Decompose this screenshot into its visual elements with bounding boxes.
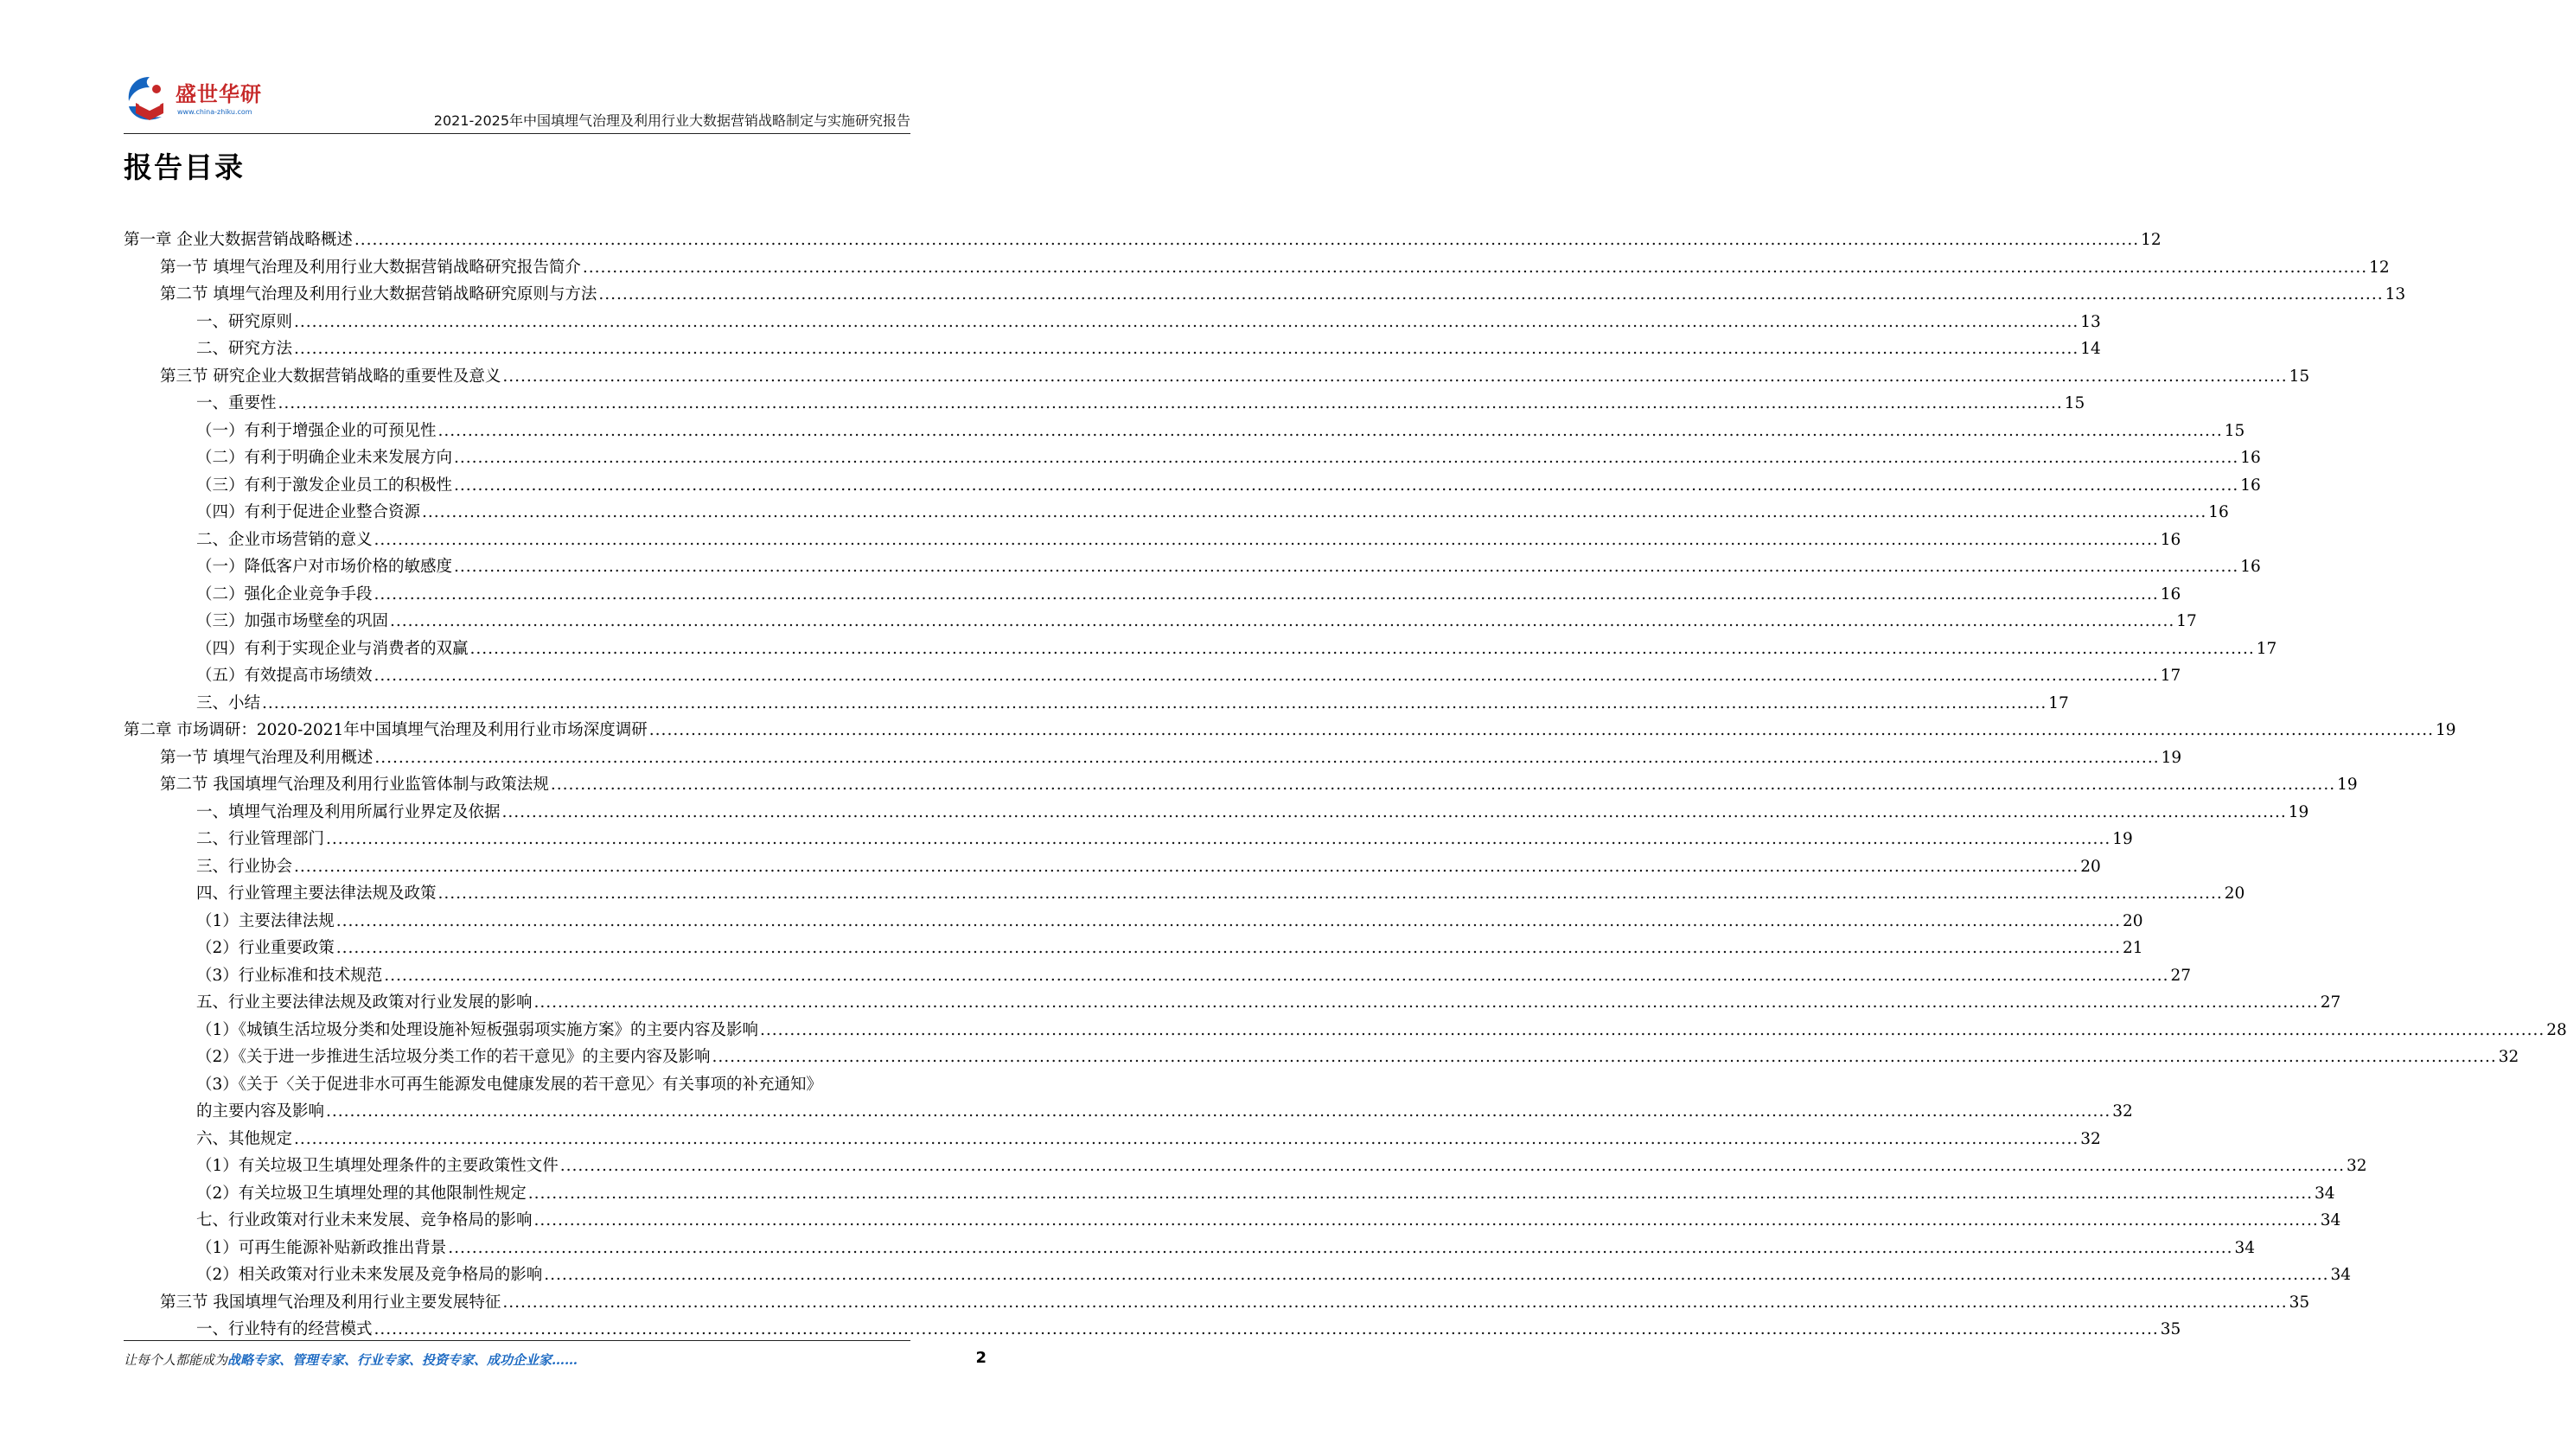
toc-entry-title: 一、研究原则: [196, 312, 293, 331]
toc-entry-title: （1）主要法律法规: [196, 911, 335, 930]
toc-entry[interactable]: [124, 281, 2406, 309]
toc-entry-title: （1）《城镇生活垃圾分类和处理设施补短板强弱项实施方案》的主要内容及影响: [196, 1020, 759, 1039]
toc-leader-dots: ............................................................................................................................................................................................................................................................................................................: [550, 776, 2336, 794]
toc-entry[interactable]: [124, 635, 2277, 663]
toc-leader-dots: ............................................................................................................................................................................................................................................................................................................: [326, 1102, 2111, 1121]
footer-slogan-roles: 战略专家、管理专家、行业专家、投资专家、成功企业家……: [227, 1352, 578, 1368]
toc-leader-dots: ............................................................................................................................................................................................................................................................................................................: [533, 1211, 2319, 1229]
toc-entry-page: 17: [2048, 693, 2069, 712]
toc-entry-page: 20: [2224, 884, 2245, 903]
logo-url: www.china-zhiku.com: [177, 108, 252, 116]
toc-entry[interactable]: [124, 1316, 2181, 1344]
toc-leader-dots: ............................................................................................................................................................................................................................................................................................................: [533, 993, 2319, 1012]
toc-leader-dots: ............................................................................................................................................................................................................................................................................................................: [354, 231, 2140, 249]
toc-entry-page: 15: [2289, 367, 2310, 386]
toc-entry-page: 19: [2112, 830, 2133, 848]
toc-entry-page: 32: [2112, 1102, 2133, 1121]
toc-entry-page: 17: [2176, 612, 2197, 630]
toc-entry-title: （三）有利于激发企业员工的积极性: [196, 476, 453, 495]
toc-entry[interactable]: [124, 799, 2309, 827]
footer-slogan-lead: 让每个人都能成为: [124, 1352, 228, 1368]
toc-leader-dots: ............................................................................................................................................................................................................................................................................................................: [374, 1320, 2159, 1338]
toc-leader-dots: ............................................................................................................................................................................................................................................................................................................: [422, 503, 2207, 521]
toc-leader-dots: ............................................................................................................................................................................................................................................................................................................: [294, 312, 2079, 331]
toc-entry-title: （1）有关垃圾卫生填埋处理条件的主要政策性文件: [196, 1157, 559, 1175]
toc-entry[interactable]: [124, 1044, 2519, 1071]
toc-entry-title: 三、行业协会: [196, 857, 293, 876]
toc-entry-page: 15: [2224, 421, 2245, 440]
toc-entry[interactable]: [124, 771, 2358, 799]
toc-entry-title: 一、填埋气治理及利用所属行业界定及依据: [196, 802, 501, 821]
toc-leader-dots: ............................................................................................................................................................................................................................................................................................................: [374, 748, 2160, 767]
toc-entry[interactable]: [124, 1098, 2133, 1126]
toc-leader-dots: ............................................................................................................................................................................................................................................................................................................: [335, 939, 2121, 957]
logo-emblem-icon: [124, 72, 176, 125]
toc-entry[interactable]: [124, 908, 2143, 936]
toc-entry[interactable]: [124, 1235, 2256, 1262]
toc-entry-title: （1）可再生能源补贴新政推出背景: [196, 1238, 447, 1257]
toc-entry[interactable]: [124, 1017, 2567, 1044]
toc-entry[interactable]: [124, 989, 2341, 1017]
toc-entry-title: 二、研究方法: [196, 340, 293, 358]
page-title: 报告目录: [124, 150, 245, 184]
toc-leader-dots: ............................................................................................................................................................................................................................................................................................................: [294, 857, 2079, 876]
toc-entry-page: 19: [2337, 776, 2358, 794]
toc-entry-title: （二）强化企业竞争手段: [196, 584, 373, 603]
toc-entry[interactable]: [124, 363, 2310, 391]
toc-entry-page: 34: [2314, 1184, 2335, 1203]
header-divider: [124, 133, 910, 134]
toc-entry[interactable]: [124, 1289, 2310, 1317]
toc-entry-title: （四）有利于实现企业与消费者的双赢: [196, 639, 469, 658]
toc-entry-page: 20: [2080, 857, 2101, 876]
toc-entry-title: （三）加强市场壁垒的巩固: [196, 612, 389, 630]
toc-entry[interactable]: [124, 717, 2456, 744]
toc-entry[interactable]: [124, 527, 2181, 554]
toc-entry-title: （3）行业标准和技术规范: [196, 966, 383, 985]
toc-entry-page: 32: [2498, 1048, 2519, 1066]
toc-entry-page: 13: [2080, 312, 2101, 331]
toc-leader-dots: ............................................................................................................................................................................................................................................................................................................: [278, 394, 2063, 412]
toc-entry-title: 第三节 我国填埋气治理及利用行业主要发展特征: [160, 1293, 501, 1312]
toc-entry[interactable]: [124, 390, 2085, 418]
toc-entry-title: 三、小结: [196, 693, 261, 712]
toc-entry-page: 15: [2064, 394, 2085, 412]
toc-entry[interactable]: [124, 418, 2245, 445]
toc-leader-dots: ............................................................................................................................................................................................................................................................................................................: [262, 693, 2047, 712]
toc-entry[interactable]: [124, 1126, 2101, 1153]
toc-leader-dots: ............................................................................................................................................................................................................................................................................................................: [437, 884, 2223, 903]
toc-entry-page: 34: [2234, 1238, 2256, 1257]
toc-entry-title: 第二节 填埋气治理及利用行业大数据营销战略研究原则与方法: [160, 285, 597, 303]
toc-entry-title: 一、行业特有的经营模式: [196, 1320, 373, 1338]
toc-entry-title: （2）《关于进一步推进生活垃圾分类工作的若干意见》的主要内容及影响: [196, 1048, 711, 1066]
toc-entry-title: 六、其他规定: [196, 1129, 293, 1148]
toc-leader-dots: ............................................................................................................................................................................................................................................................................................................: [760, 1020, 2545, 1039]
toc-entry-page: 16: [2208, 503, 2229, 521]
toc-entry-page: 19: [2161, 748, 2182, 767]
toc-entry[interactable]: [124, 880, 2245, 908]
toc-entry[interactable]: [124, 853, 2101, 881]
toc-entry-page: 14: [2080, 340, 2101, 358]
toc-entry-page: 34: [2330, 1266, 2352, 1284]
toc-entry[interactable]: [124, 472, 2261, 500]
toc-entry-title: 第二节 我国填埋气治理及利用行业监管体制与政策法规: [160, 776, 549, 794]
toc-leader-dots: ............................................................................................................................................................................................................................................................................................................: [374, 530, 2159, 549]
toc-entry[interactable]: [124, 254, 2390, 282]
toc-leader-dots: ............................................................................................................................................................................................................................................................................................................: [294, 1129, 2079, 1148]
toc-entry[interactable]: [124, 662, 2181, 690]
toc-entry-page: 27: [2320, 993, 2341, 1012]
toc-leader-dots: ............................................................................................................................................................................................................................................................................................................: [502, 367, 2288, 386]
toc-entry-title: （二）有利于明确企业未来发展方向: [196, 449, 453, 467]
toc-entry[interactable]: [124, 690, 2069, 718]
toc-leader-dots: ............................................................................................................................................................................................................................................................................................................: [374, 584, 2159, 603]
footer-divider: [124, 1340, 910, 1341]
toc-entry-title: （五）有效提高市场绩效: [196, 667, 373, 685]
toc-entry-page: 28: [2546, 1020, 2567, 1039]
toc-leader-dots: ............................................................................................................................................................................................................................................................................................................: [454, 558, 2239, 576]
toc-leader-dots: ............................................................................................................................................................................................................................................................................................................: [454, 476, 2239, 495]
toc-leader-dots: ............................................................................................................................................................................................................................................................................................................: [294, 340, 2079, 358]
company-logo: [124, 72, 305, 132]
page-footer: [124, 1351, 910, 1376]
toc-entry[interactable]: [124, 935, 2143, 962]
toc-entry-title: 第三节 研究企业大数据营销战略的重要性及意义: [160, 367, 501, 386]
toc-leader-dots: ............................................................................................................................................................................................................................................................................................................: [335, 911, 2121, 930]
toc-entry-title: （四）有利于促进企业整合资源: [196, 503, 421, 521]
toc-entry[interactable]: [124, 309, 2101, 336]
toc-leader-dots: ............................................................................................................................................................................................................................................................................................................: [326, 830, 2111, 848]
toc-leader-dots: ............................................................................................................................................................................................................................................................................................................: [454, 449, 2239, 467]
toc-leader-dots: ............................................................................................................................................................................................................................................................................................................: [469, 639, 2255, 658]
toc-entry[interactable]: [124, 553, 2261, 581]
toc-entry-title: （2）相关政策对行业未来发展及竞争格局的影响: [196, 1266, 543, 1284]
toc-leader-dots: ............................................................................................................................................................................................................................................................................................................: [712, 1048, 2497, 1066]
toc-leader-dots: ............................................................................................................................................................................................................................................................................................................: [582, 258, 2368, 277]
toc-entry-title: 的主要内容及影响: [196, 1102, 325, 1121]
toc-leader-dots: ............................................................................................................................................................................................................................................................................................................: [598, 285, 2384, 303]
toc-leader-dots: ............................................................................................................................................................................................................................................................................................................: [559, 1157, 2345, 1175]
toc-entry-page: 35: [2160, 1320, 2181, 1338]
toc-leader-dots: ............................................................................................................................................................................................................................................................................................................: [437, 421, 2223, 440]
toc-entry-title: 七、行业政策对行业未来发展、竞争格局的影响: [196, 1211, 533, 1229]
report-title: 2021-2025年中国填埋气治理及利用行业大数据营销战略制定与实施研究报告: [433, 112, 910, 129]
toc-entry-title: （2）有关垃圾卫生填埋处理的其他限制性规定: [196, 1184, 527, 1203]
toc-entry[interactable]: [124, 1180, 2335, 1208]
toc-entry-page: 34: [2320, 1211, 2341, 1229]
toc-entry-page: 32: [2080, 1129, 2101, 1148]
toc-entry-page: 12: [2141, 231, 2162, 249]
toc-entry-title: 五、行业主要法律法规及政策对行业发展的影响: [196, 993, 533, 1012]
toc-entry-page: 17: [2256, 639, 2277, 658]
toc-entry[interactable]: [124, 1261, 2352, 1289]
toc-entry-title: 第二章 市场调研：2020-2021年中国填埋气治理及利用行业市场深度调研: [124, 721, 648, 739]
toc-entry[interactable]: [124, 1207, 2341, 1235]
toc-entry-page: 12: [2369, 258, 2390, 277]
toc-entry[interactable]: [124, 227, 2162, 254]
toc-leader-dots: ............................................................................................................................................................................................................................................................................................................: [544, 1266, 2329, 1284]
toc-entry-page: 19: [2435, 721, 2456, 739]
toc-entry[interactable]: [124, 608, 2197, 635]
toc-entry[interactable]: [124, 744, 2182, 772]
toc-entry-page: 20: [2122, 911, 2143, 930]
toc-entry-page: 16: [2160, 530, 2181, 549]
toc-entry-page: 21: [2122, 939, 2143, 957]
toc-entry-title: 第一节 填埋气治理及利用概述: [160, 748, 374, 767]
toc-entry-title: 二、企业市场营销的意义: [196, 530, 373, 549]
toc-entry-page: 13: [2385, 285, 2406, 303]
toc-leader-dots: ............................................................................................................................................................................................................................................................................................................: [501, 802, 2287, 821]
toc-entry[interactable]: [124, 581, 2181, 609]
logo-text: 盛世华研: [176, 82, 262, 106]
toc-entry[interactable]: [124, 826, 2133, 853]
toc-leader-dots: ............................................................................................................................................................................................................................................................................................................: [502, 1293, 2288, 1312]
toc-entry-page: 16: [2240, 558, 2261, 576]
toc-entry-title: 一、重要性: [196, 394, 277, 412]
toc-entry[interactable]: [124, 962, 2192, 990]
toc-entry-title: 四、行业管理主要法律法规及政策: [196, 884, 437, 903]
toc-entry-title: （3）《关于〈关于促进非水可再生能源发电健康发展的若干意见〉有关事项的补充通知》: [196, 1075, 823, 1094]
toc-entry[interactable]: [124, 1153, 2367, 1180]
toc-entry[interactable]: [124, 1071, 910, 1099]
toc-entry-title: 第一节 填埋气治理及利用行业大数据营销战略研究报告简介: [160, 258, 581, 277]
toc-leader-dots: ............................................................................................................................................................................................................................................................................................................: [384, 966, 2169, 985]
toc-entry[interactable]: [124, 499, 2229, 527]
toc-entry-title: 二、行业管理部门: [196, 830, 325, 848]
page-header: [124, 65, 910, 138]
toc-leader-dots: ............................................................................................................................................................................................................................................................................................................: [390, 612, 2175, 630]
toc-entry-page: 17: [2160, 667, 2181, 685]
toc-entry-page: 19: [2288, 802, 2309, 821]
toc-entry-page: 16: [2240, 449, 2261, 467]
page-number: 2: [975, 1349, 987, 1367]
toc-leader-dots: ............................................................................................................................................................................................................................................................................................................: [648, 721, 2434, 739]
toc-leader-dots: ............................................................................................................................................................................................................................................................................................................: [527, 1184, 2313, 1203]
toc-entry-title: （2）行业重要政策: [196, 939, 335, 957]
toc-entry-page: 32: [2346, 1157, 2367, 1175]
table-of-contents: [124, 227, 2567, 1344]
toc-entry-page: 16: [2160, 584, 2181, 603]
toc-entry-title: 第一章 企业大数据营销战略概述: [124, 231, 353, 249]
toc-entry[interactable]: [124, 335, 2101, 363]
toc-entry-page: 16: [2240, 476, 2261, 495]
toc-entry-title: （一）降低客户对市场价格的敏感度: [196, 558, 453, 576]
toc-leader-dots: ............................................................................................................................................................................................................................................................................................................: [374, 667, 2159, 685]
toc-leader-dots: ............................................................................................................................................................................................................................................................................................................: [448, 1238, 2233, 1257]
toc-entry[interactable]: [124, 444, 2261, 472]
toc-entry-page: 35: [2289, 1293, 2310, 1312]
toc-entry-page: 27: [2170, 966, 2192, 985]
toc-entry-title: （一）有利于增强企业的可预见性: [196, 421, 437, 440]
